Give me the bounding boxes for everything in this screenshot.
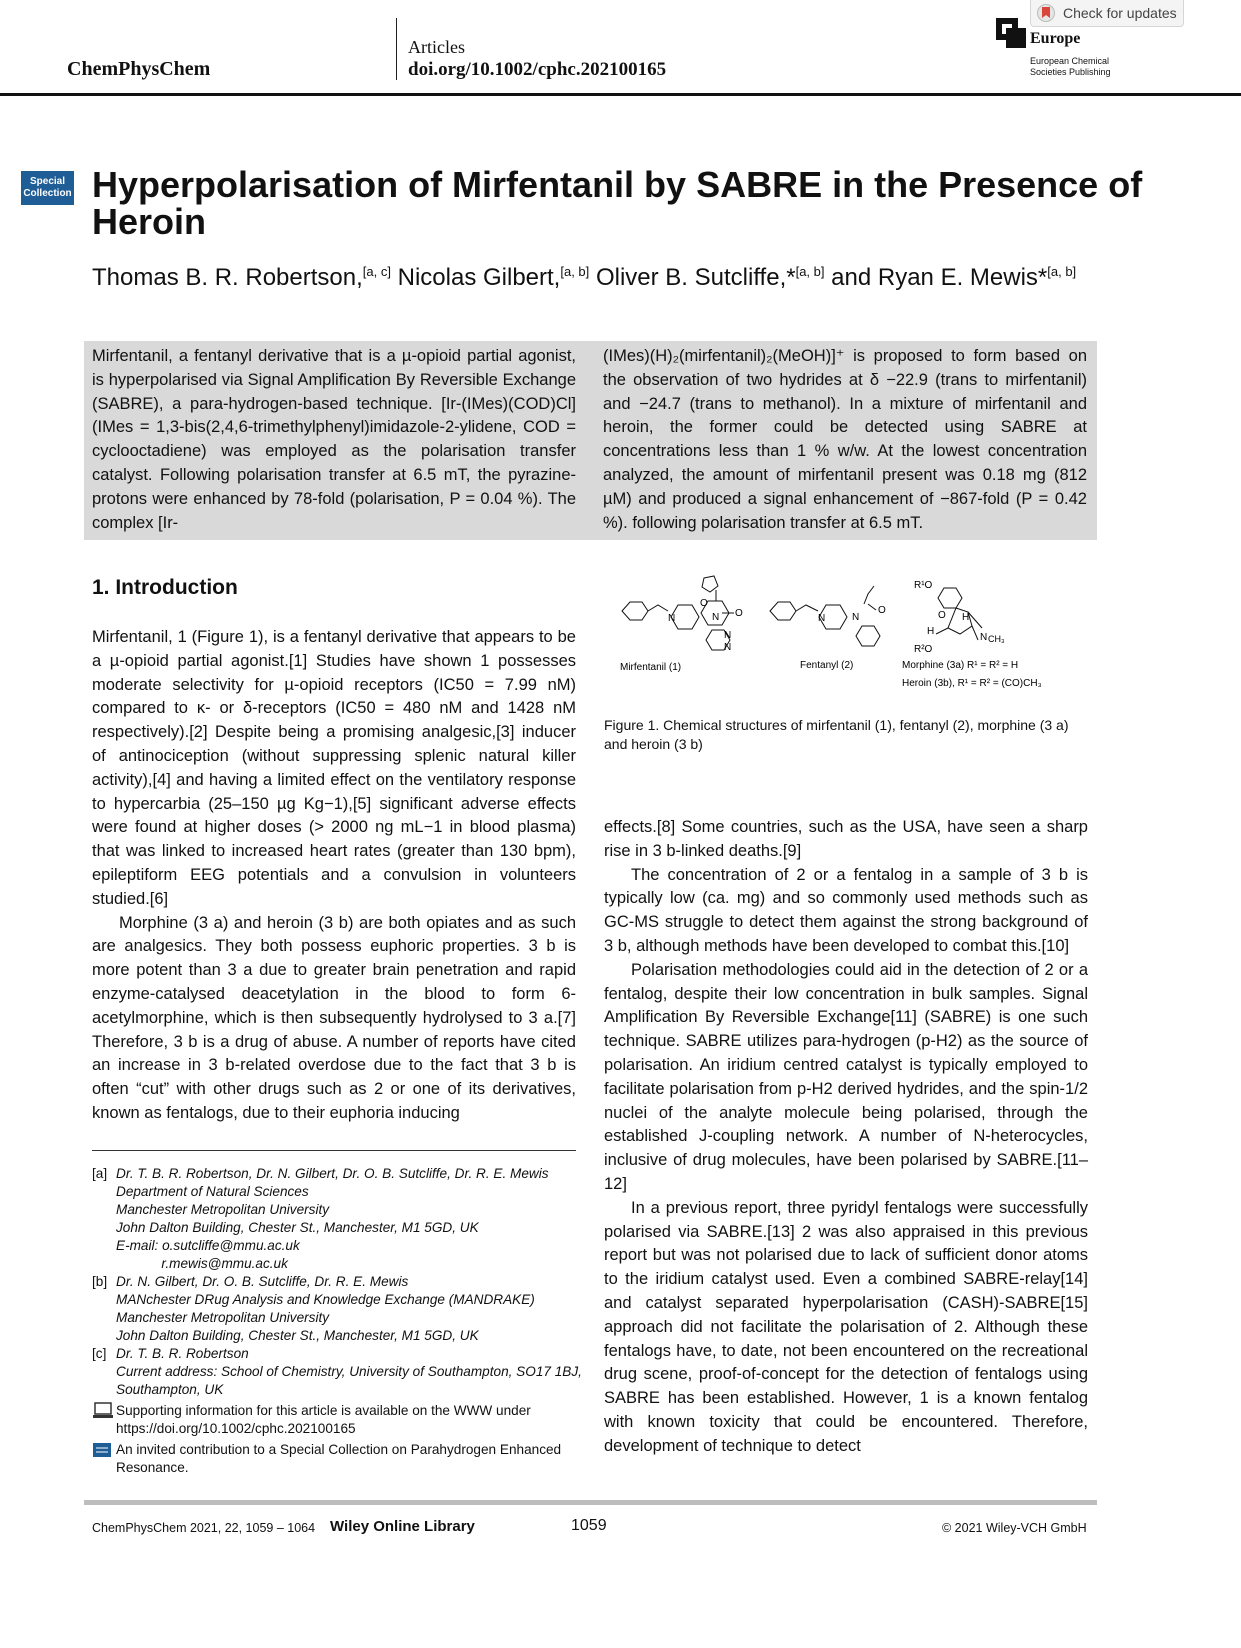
footnote-line: Dr. N. Gilbert, Dr. O. B. Sutcliffe, Dr. R. E. Mewis xyxy=(116,1274,409,1289)
author-affiliation: [a, c] xyxy=(362,264,391,279)
atom-label: O xyxy=(938,610,946,621)
atom-label: O xyxy=(700,598,708,609)
atom-label: N xyxy=(668,613,676,624)
abstract-box xyxy=(84,341,1097,540)
figure-caption: Figure 1. Chemical structures of mirfentanil (1), fentanyl (2), morphine (3 a) and heroin (3 b) xyxy=(604,717,1069,752)
figure-chemical-structures xyxy=(604,568,1088,708)
section-heading: 1. Introduction xyxy=(92,576,238,599)
atom-label: N xyxy=(852,612,860,623)
paragraph: Morphine (3 a) and heroin (3 b) are both opiates and as such are analgesics. They both possess euphoric properties. 3 b is more potent than 3 a due to greater brain penetration and rapid enzyme-catalysed deacetylation in the blood to form 6-acetylmorphine, which is then subsequently hydrolysed to 3 a.[7] Therefore, 3 b is a drug of abuse. A number of reports have cited an increase in 3 b-related overdose due to the fact that 3 b is often “cut” with other drugs such as 2 or one of its derivatives, known as fentalogs, due to their euphoria inducing xyxy=(92,913,576,1122)
paragraph: effects.[8] Some countries, such as the USA, have seen a sharp rise in 3 b-linked deaths.[9] xyxy=(604,818,1088,860)
computer-icon xyxy=(92,1402,116,1420)
logo-title: Europe xyxy=(1030,30,1081,47)
email-link[interactable]: r.mewis@mmu.ac.uk xyxy=(116,1256,288,1271)
header-divider xyxy=(396,18,397,80)
footnote-line: Manchester Metropolitan University xyxy=(116,1310,330,1325)
atom-label: N xyxy=(724,630,732,641)
atom-label: R²O xyxy=(914,644,933,655)
abstract-text: (IMes)(H)₂(mirfentanil)₂(MeOH)]⁺ is proposed to form based on the observation of two hydrides at δ −22.9 (trans to mirfentanil) and −24.7 (trans to methanol). In a mixture of mirfentanil and heroin, the former could be detected using SABRE at concentrations less than 1 % w/w. At the lowest concentration analyzed, the amount of mirfentanil present was 0.18 mg (812 µM) and produced a signal enhancement of −867-fold (P = 0.42 %). following polarisation transfer at 6.5 mT. xyxy=(603,347,1087,532)
logo-subtitle: European Chemical xyxy=(1030,56,1110,66)
footnote-line: Department of Natural Sciences xyxy=(116,1184,309,1199)
footnote-line: Manchester Metropolitan University xyxy=(116,1202,330,1217)
body-column-right xyxy=(604,816,1088,1459)
paragraph: The concentration of 2 or a fentalog in a sample of 3 b is typically low (ca. mg) and so commonly used methods such as GC-MS struggle to detect them against the strong background of 3 b, although methods have been developed to combat this.[10] xyxy=(604,865,1088,955)
wiley-online-library-link[interactable]: Wiley Online Library xyxy=(330,1518,475,1535)
atom-label: R¹O xyxy=(914,580,933,591)
footnote-key: [a] xyxy=(92,1166,108,1181)
atom-label: N xyxy=(980,632,988,643)
atom-label: H xyxy=(927,626,935,637)
author-name[interactable]: and Ryan E. Mewis* xyxy=(824,264,1048,291)
supporting-info-link[interactable]: Supporting information for this article is available on the WWW under https://doi.org/10.1002/cphc.202100165 xyxy=(116,1403,531,1436)
footnote-line: Dr. T. B. R. Robertson, Dr. N. Gilbert, Dr. O. B. Sutcliffe, Dr. R. E. Mewis xyxy=(116,1166,549,1181)
footnote-line: MANchester DRug Analysis and Knowledge Exchange (MANDRAKE) xyxy=(116,1292,535,1307)
footnote-line: Current address: School of Chemistry, University of Southampton, SO17 1BJ, xyxy=(116,1364,582,1379)
atom-label: N xyxy=(818,613,826,624)
figure-label: Morphine (3a) R¹ = R² = H xyxy=(902,660,1019,671)
figure-label: Mirfentanil (1) xyxy=(620,662,682,673)
footnotes xyxy=(92,1165,582,1477)
paragraph: Mirfentanil, 1 (Figure 1), is a fentanyl derivative that appears to be a µ-opioid partial agonist.[1] Studies have shown 1 possesses moderate selectivity for µ-opioid receptors (IC50 = 7.99 nM) compared to κ- or δ-receptors (IC50 = 480 nM and 1428 nM respectively).[2] Despite being a promising analgesic,[3] inducer of antinociception (without suppressing splenic natural killer activity),[4] and having a limited effect on the ventilatory response to hypercarbia (25–150 µg Kg−1),[5] significant adverse effects were found at higher doses (> 2000 ng mL−1 in blood plasma) that was linked to increased heart rates (greater than 130 bpm), epileptiform EEG potentials and a convulsion in volunteers studied.[6] xyxy=(92,628,576,908)
page-number: 1059 xyxy=(571,1517,607,1534)
footnote-key: [c] xyxy=(92,1346,107,1361)
footnote-b xyxy=(92,1273,582,1345)
footnote-line: John Dalton Building, Chester St., Manchester, M1 5GD, UK xyxy=(116,1328,479,1343)
special-collection-icon xyxy=(92,1441,116,1459)
journal-name: ChemPhysChem xyxy=(67,58,211,80)
invited-note xyxy=(92,1441,582,1477)
atom-label: CH₃ xyxy=(988,634,1005,644)
copyright: © 2021 Wiley-VCH GmbH xyxy=(942,1521,1087,1535)
footnote-line: Dr. T. B. R. Robertson xyxy=(116,1346,249,1361)
logo-subtitle: Societies Publishing xyxy=(1030,67,1111,77)
author-list xyxy=(92,264,1076,292)
check-updates-button[interactable] xyxy=(1030,0,1184,27)
crossmark-icon xyxy=(1037,4,1055,22)
body-column-left xyxy=(92,626,576,1126)
author-affiliation: [a, b] xyxy=(795,264,825,279)
footnote-key: [b] xyxy=(92,1274,108,1289)
atom-label: O xyxy=(878,605,886,616)
header-rule xyxy=(0,93,1241,96)
article-title: Hyperpolarisation of Mirfentanil by SABRE in the Presence of Heroin xyxy=(92,164,1143,242)
atom-label: N xyxy=(724,642,732,653)
author-name[interactable]: Nicolas Gilbert, xyxy=(390,264,561,291)
special-collection-badge xyxy=(21,171,74,205)
paragraph: In a previous report, three pyridyl fentalogs were successfully polarised via SABRE.[13] 2 was also appraised in this previous report but was not polarised due to lack of sufficient donor atoms to the iridium catalyst used. Even a combined SABRE-relay[14] and catalyst separated hyperpolarisation (CASH)-SABRE[15] approach did not facilitate the polarisation of 2. Although these fentalogs have, to date, not been encountered on the recreational drug scene, proof-of-concept for the detection of fentalogs using SABRE has been established. However, 1 is a known fentalog with known toxicity that could be encountered. Therefore, development of technique to detect xyxy=(604,1198,1088,1455)
chemistry-europe-logo-icon xyxy=(996,18,1026,48)
email-link[interactable]: E-mail: o.sutcliffe@mmu.ac.uk xyxy=(116,1238,300,1253)
author-name[interactable]: Oliver B. Sutcliffe,* xyxy=(589,264,796,291)
footnote-rule xyxy=(92,1150,576,1151)
figure-label: Heroin (3b), R¹ = R² = (CO)CH₃ xyxy=(902,678,1042,689)
abstract-text: Mirfentanil, a fentanyl derivative that is a µ-opioid partial agonist, is hyperpolarised via Signal Amplification By Reversible Exchange (SABRE), a para-hydrogen-based technique. [Ir-(IMes)(COD)Cl] (IMes = 1,3-bis(2,4,6-trimethylphenyl)imidazole-2-ylidene, COD = cyclooctadiene) was employed as the polarisation transfer catalyst. Following polarisation transfer at 6.5 mT, the pyrazine-protons were enhanced by 78-fold (polarisation, P = 0.04 %). The complex [Ir- xyxy=(92,347,576,532)
footnote-c xyxy=(92,1345,582,1399)
author-name[interactable]: Thomas B. R. Robertson, xyxy=(92,264,363,291)
supporting-info-note xyxy=(92,1402,582,1438)
footnote-line: John Dalton Building, Chester St., Manchester, M1 5GD, UK xyxy=(116,1220,479,1235)
check-updates-label: Check for updates xyxy=(1063,5,1177,21)
atom-label: O xyxy=(735,608,743,619)
paragraph: Polarisation methodologies could aid in the detection of 2 or a fentalog, despite their low concentration in bulk samples. Signal Amplification By Reversible Exchange[11] (SABRE) is one such technique. SABRE utilizes para-hydrogen (p-H2) as the source of polarisation. An iridium centred catalyst is typically employed to facilitate polarisation from p-H2 derived hydrides, and the spin-1/2 nuclei of the analyte molecule being polarised, through the established J-coupling network. A number of N-heterocycles, inclusive of drug molecules, have been polarised by SABRE.[11–12] xyxy=(604,960,1088,1193)
footer-citation: ChemPhysChem 2021, 22, 1059 – 1064 xyxy=(92,1521,316,1535)
section-label: Articles xyxy=(408,37,465,57)
atom-label: N xyxy=(712,612,720,623)
badge-line: Collection xyxy=(23,188,72,199)
figure-label: Fentanyl (2) xyxy=(800,660,854,671)
author-affiliation: [a, b] xyxy=(560,264,590,279)
badge-line: Special xyxy=(29,176,66,187)
invited-contribution-text: An invited contribution to a Special Collection on Parahydrogen Enhanced Resonance. xyxy=(116,1442,562,1475)
atom-label: H xyxy=(962,612,970,623)
doi-link[interactable]: doi.org/10.1002/cphc.202100165 xyxy=(408,59,667,80)
footnote-a xyxy=(92,1165,582,1273)
footnote-line: Southampton, UK xyxy=(116,1382,224,1397)
author-affiliation: [a, b] xyxy=(1047,264,1077,279)
footer-rule xyxy=(84,1500,1097,1505)
